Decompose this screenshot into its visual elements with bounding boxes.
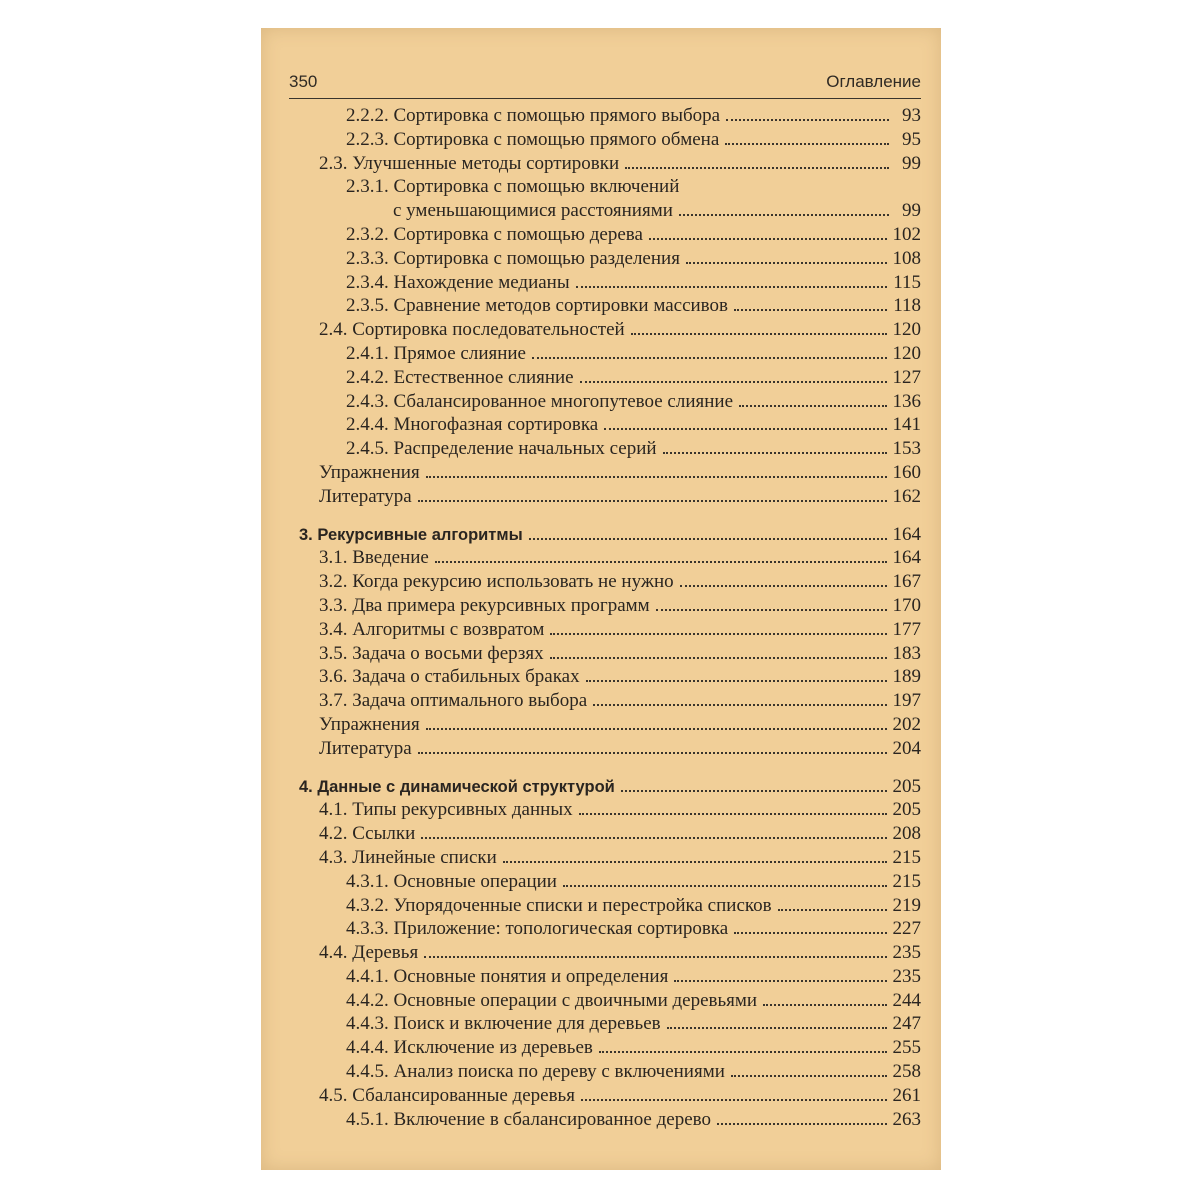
toc-entry [289,713,921,737]
toc-entry [289,104,921,128]
leader-dots [739,405,886,407]
toc-entry [289,1036,921,1060]
toc-entry-page: 205 [892,775,921,797]
leader-dots [663,452,887,454]
leader-dots [731,1075,887,1077]
toc-entry-page: 235 [892,965,921,987]
toc-entry-title: 4.4.4. Исключение из деревьев [346,1037,593,1059]
toc-entry-title: 4.4.2. Основные операции с двоичными деревьями [346,989,758,1011]
leader-dots [579,813,887,815]
toc-entry-title: 2.4.5. Распределение начальных серий [346,438,657,460]
toc-entry [289,366,921,390]
toc-entry-page: 208 [892,823,921,845]
toc-entry-title: 2.4.4. Многофазная сортировка [346,414,599,436]
toc-entry-page: 204 [892,737,921,759]
toc-entry [289,870,921,894]
toc-entry [289,594,921,618]
toc-entry [289,437,921,461]
leader-dots [679,214,889,216]
leader-dots [418,500,887,502]
toc-entry-title: 2.3.2. Сортировка с помощью дерева [346,223,643,245]
toc-entry [289,618,921,642]
toc-entry [289,485,921,509]
leader-dots [674,980,886,982]
leader-dots [686,262,887,264]
toc-entry-title: 4.4.5. Анализ поиска по дереву с включениями [346,1061,725,1083]
toc-entry-title: 4.3. Линейные списки [319,846,497,868]
toc-entry [289,965,921,989]
toc-entry [289,689,921,713]
toc-entry [289,152,921,176]
toc-entry-page: 118 [893,295,921,317]
toc-entry-page: 170 [892,594,921,616]
leader-dots [426,728,887,730]
toc-entry-page: 108 [892,247,921,269]
toc-entry-title: 2.4.1. Прямое слияние [346,342,526,364]
leader-dots [426,476,887,478]
toc-entry-title: 4.4.3. Поиск и включение для деревьев [346,1013,661,1035]
toc-entry-title: 3.1. Введение [319,547,429,569]
header-rule [289,98,921,99]
toc-chapter [289,775,921,799]
toc-chapter-title: 3. Рекурсивные алгоритмы [299,525,523,544]
toc-entry-title: 2.3.4. Нахождение медианы [346,271,570,293]
toc-entry-page: 247 [892,1013,921,1035]
toc-entry-title: 2.4.3. Сбалансированное многопутевое слияние [346,390,734,412]
toc-entry [289,989,921,1013]
table-of-contents [289,104,921,1131]
toc-entry-title: Упражнения [319,713,420,735]
toc-entry-title: 3.5. Задача о восьми ферзях [319,642,544,664]
toc-entry-title: 2.3.5. Сравнение методов сортировки массивов [346,295,728,317]
leader-dots [424,956,886,958]
leader-dots [593,704,886,706]
toc-entry [289,413,921,437]
leader-dots [503,861,887,863]
toc-entry-title: 2.4.2. Естественное слияние [346,366,574,388]
toc-entry-page: 99 [902,200,921,222]
toc-entry [289,737,921,761]
running-title: Оглавление [826,72,921,91]
toc-entry-page: 153 [892,438,921,460]
toc-entry-page: 215 [892,870,921,892]
leader-dots [717,1123,887,1125]
toc-entry [289,318,921,342]
toc-entry-title: 2.4. Сортировка последовательностей [319,319,625,341]
toc-entry-page: 102 [892,223,921,245]
toc-entry-title: 4.5. Сбалансированные деревья [319,1084,575,1106]
toc-entry-page: 120 [892,342,921,364]
toc-entry-page: 141 [892,414,921,436]
toc-entry-page: 227 [892,918,921,940]
toc-entry [289,822,921,846]
toc-entry-title: 4.4. Деревья [319,942,419,964]
toc-entry [289,223,921,247]
toc-entry-title: 3.2. Когда рекурсию использовать не нужно [319,571,674,593]
toc-entry-page: 215 [892,846,921,868]
toc-entry [289,941,921,965]
toc-entry-page: 205 [892,799,921,821]
toc-entry-page: 177 [892,618,921,640]
leader-dots [586,680,887,682]
toc-entry-title: 3.3. Два примера рекурсивных программ [319,594,650,616]
toc-entry [289,390,921,414]
leader-dots [734,309,887,311]
toc-entry [289,461,921,485]
toc-entry-title: 4.1. Типы рекурсивных данных [319,799,573,821]
toc-entry-title: Литература [319,737,412,759]
toc-entry-title: 4.3.3. Приложение: топологическая сортировка [346,918,729,940]
leader-dots [550,657,887,659]
toc-entry-title: 3.7. Задача оптимального выбора [319,690,588,712]
toc-entry-continuation [289,199,921,223]
leader-dots [581,1099,887,1101]
toc-entry [289,294,921,318]
toc-entry [289,1012,921,1036]
toc-entry-title: 2.3. Улучшенные методы сортировки [319,152,620,174]
toc-entry-title: 4.3.1. Основные операции [346,870,557,892]
leader-dots [656,609,887,611]
toc-entry-title: 2.3.3. Сортировка с помощью разделения [346,247,680,269]
toc-entry-title: Литература [319,485,412,507]
toc-entry-page: 95 [902,128,921,150]
toc-chapter [289,523,921,547]
toc-entry-title: 2.2.3. Сортировка с помощью прямого обмена [346,128,720,150]
toc-entry [289,570,921,594]
toc-entry-title: 2.2.2. Сортировка с помощью прямого выбора [346,105,721,126]
toc-entry [289,175,921,199]
leader-dots [529,538,887,540]
toc-entry-page: 99 [902,152,921,174]
toc-entry-page: 183 [892,642,921,664]
toc-entry-page: 136 [892,390,921,412]
leader-dots [580,381,887,383]
toc-entry-page: 197 [892,690,921,712]
toc-entry-title: 4.3.2. Упорядоченные списки и перестройка списков [346,894,772,916]
toc-entry-page: 261 [892,1084,921,1106]
toc-entry-page: 219 [892,894,921,916]
toc-entry-page: 202 [892,713,921,735]
toc-entry [289,271,921,295]
toc-entry-page: 115 [893,271,921,293]
leader-dots [563,885,887,887]
toc-entry-page: 255 [892,1037,921,1059]
toc-entry [289,128,921,152]
leader-dots [725,143,889,145]
toc-entry-title: 4.4.1. Основные понятия и определения [346,965,669,987]
toc-entry-title: 3.4. Алгоритмы с возвратом [319,618,545,640]
leader-dots [421,837,886,839]
toc-entry-page: 263 [892,1108,921,1130]
toc-entry [289,846,921,870]
toc-entry-title: 3.6. Задача о стабильных браках [319,666,580,688]
toc-entry [289,798,921,822]
toc-entry-page: 127 [892,366,921,388]
leader-dots [576,286,888,288]
toc-entry-page: 160 [892,461,921,483]
toc-entry [289,1108,921,1132]
leader-dots [532,357,887,359]
toc-entry-page: 120 [892,319,921,341]
leader-dots [734,932,886,934]
leader-dots [726,119,889,121]
toc-entry-page: 164 [892,547,921,569]
toc-entry [289,917,921,941]
page-number: 350 [289,72,318,91]
leader-dots [435,561,887,563]
leader-dots [604,428,886,430]
toc-entry [289,247,921,271]
page-header [289,72,921,98]
leader-dots [631,333,887,335]
toc-entry-page: 93 [902,105,921,126]
toc-entry [289,894,921,918]
leader-dots [418,752,887,754]
leader-dots [680,585,887,587]
leader-dots [599,1051,887,1053]
toc-entry-page: 244 [892,989,921,1011]
toc-entry [289,665,921,689]
toc-entry-title: 2.3.1. Сортировка с помощью включений [346,176,680,198]
toc-entry [289,1084,921,1108]
leader-dots [667,1027,887,1029]
leader-dots [649,238,887,240]
toc-entry-page: 167 [892,571,921,593]
section-gap [289,509,921,523]
leader-dots [625,167,889,169]
leader-dots [778,909,887,911]
toc-entry-page: 235 [892,942,921,964]
toc-entry [289,1060,921,1084]
toc-chapter-title: 4. Данные с динамической структурой [299,777,615,796]
toc-entry-title: 4.5.1. Включение в сбалансированное дерево [346,1108,711,1130]
leader-dots [550,633,886,635]
toc-entry-title: с уменьшающимися расстояниями [393,200,673,222]
toc-entry-page: 162 [892,485,921,507]
toc-entry-page: 258 [892,1061,921,1083]
toc-entry-page: 189 [892,666,921,688]
toc-entry [289,546,921,570]
leader-dots [621,790,887,792]
toc-entry [289,642,921,666]
toc-entry [289,342,921,366]
toc-entry-title: Упражнения [319,461,420,483]
toc-entry-page: 164 [892,523,921,545]
toc-entry-title: 4.2. Ссылки [319,823,416,845]
section-gap [289,761,921,775]
leader-dots [763,1004,886,1006]
